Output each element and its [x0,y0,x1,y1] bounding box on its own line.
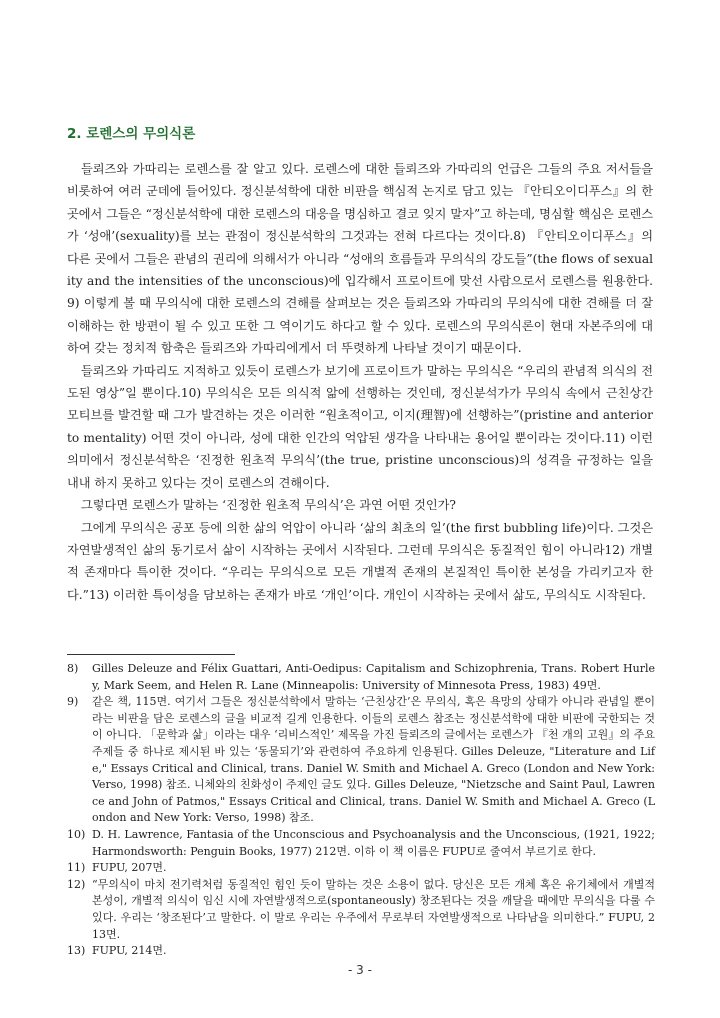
footnote-8 [67,661,655,694]
footnote-12 [67,877,655,943]
footnote-number: 9) [67,695,79,709]
footnote-9 [67,694,655,827]
footnote-number: 13) [67,944,86,958]
body-text [67,158,653,606]
paragraph-3: 그렇다면 로렌스가 말하는 ‘진정한 원초적 무의식’은 과연 어떤 것인가? [81,498,456,513]
footnote-number: 11) [67,861,86,875]
footnote-text: “무의식이 마치 전기력처럼 동질적인 힘인 듯이 말하는 것은 소용이 없다. 당신은 모든 개체 혹은 유기체에서 개별적 본성이, 개별적 의식이 임신 시에 자연발생적으로(spontaneously) 창조된다는 것을 깨달을 때에만 무의식을 다룰 수 있다. 우리는 ‘창조된다’고 말한다. 이 말로 우리는 우주에서 무로부터 자연발생적으로 나타남을 의미한다.” FUPU, 213면. [92,877,655,941]
footnote-number: 12) [67,877,86,891]
footnote-text: FUPU, 214면. [92,944,167,958]
footnote-number: 8) [67,662,79,675]
section-title: 2. 로렌스의 무의식론 [67,126,196,142]
paragraph-4: 그에게 무의식은 공포 등에 의한 삶의 억압이 아니라 ‘삶의 최초의 일’(the first bubbling life)이다. 그것은 자연발생적인 삶의 동기로서 삶이 시작하는 곳에서 시작된다. 그런데 무의식은 동질적인 힘이 아니라12) 개별적 존재마다 특이한 것이다. “우리는 무의식으로 모든 개별적 존재의 본질적인 특이한 본성을 가리키고자 한다.”13) 이러한 특이성을 담보하는 존재가 바로 ‘개인’이다. 개인이 시작하는 곳에서 삶도, 무의식도 시작된다. [67,520,653,602]
footnote-text: 같은 책, 115면. 여기서 그들은 정신분석학에서 말하는 ‘근친상간’은 무의식, 혹은 욕망의 상태가 아니라 관념일 뿐이라는 비판을 담은 로렌스의 글을 비교적 길게 인용한다. 이들의 로렌스 참조는 정신분석학에 대한 비판에 국한되는 것이 아니다. 「문학과 삶」이라는 대우 ‘리비스적인’ 제목을 가진 들뢰즈의 글에서는 로렌스가 『천 개의 고원』의 주요 주제들 중 하나로 제시된 바 있는 ‘동물되기’와 관련하여 주요하게 인용된다. Gilles Deleuze, "Literature and Life," Essays Critical and Clinical, trans. Daniel W. Smith and Michael A. Greco (London and New York: Verso, 1998) 참조. 니체와의 친화성이 주제인 글도 있다. Gilles Deleuze, "Nietzsche and Saint Paul, Lawrence and John of Patmos," Essays Critical and Clinical, trans. Daniel W. Smith and Michael A. Greco (London and New York: Verso, 1998) 참조. [92,695,655,825]
footnote-13 [67,943,655,960]
paragraph-2: 들뢰즈와 가따리도 지적하고 있듯이 로렌스가 보기에 프로이트가 말하는 무의식은 “우리의 관념적 의식의 전도된 영상”일 뿐이다.10) 무의식은 모든 의식적 앎에 선행하는 것인데, 정신분석가가 무의식 속에서 근친상간 모티브를 발견할 때 그가 발견하는 것은 이러한 “원초적이고, 이지(理智)에 선행하는”(pristine and anterior to mentality) 어떤 것이 아니라, 성에 대한 인간의 억압된 생각을 나타내는 용어일 뿐이라는 것이다.11) 이런 의미에서 정신분석학은 ‘진정한 원초적 무의식’(the true, pristine unconscious)의 성격을 규정하는 일을 내내 하지 못하고 있다는 것이 로렌스의 견해이다. [67,363,653,490]
footnote-text: FUPU, 207면. [92,861,167,875]
footnote-11 [67,860,655,877]
footnote-number: 10) [67,827,86,841]
footnote-divider [67,654,235,655]
footnotes [67,661,655,960]
footnote-text: D. H. Lawrence, Fantasia of the Unconscious and Psychoanalysis and the Unconscious, (1921, 1922; Harmondsworth: Penguin Books, 1977) 212면. 이하 이 책 이름은 FUPU로 줄여서 부르기로 한다. [92,827,655,858]
page-number: - 3 - [348,963,372,977]
paragraph-1: 들뢰즈와 가따리는 로렌스를 잘 알고 있다. 로렌스에 대한 들뢰즈와 가따리의 언급은 그들의 주요 저서들을 비롯하여 여러 군데에 들어있다. 정신분석학에 대한 비판을 핵심적 논지로 담고 있는 『안티오이디푸스』의 한 곳에서 그들은 “정신분석학에 대한 로렌스의 대응을 명심하고 결코 잊지 말자”고 하는데, 명심할 핵심은 로렌스가 ‘성애’(sexuality)를 보는 관점이 정신분석학의 그것과는 전혀 다르다는 것이다.8) 『안티오이디푸스』의 다른 곳에서 그들은 관념의 권리에 의해서가 아니라 “성애의 흐름들과 무의식의 강도들”(the flows of sexuality and the intensities of the unconscious)에 입각해서 프로이트에 맞선 사람으로서 로렌스를 원용한다.9) 이렇게 볼 때 무의식에 대한 로렌스의 견해를 살펴보는 것은 들뢰즈와 가따리의 무의식에 대한 견해를 더 잘 이해하는 한 방편이 될 수 있고 또한 그 역이기도 하다고 할 수 있다. 로렌스의 무의식론이 현대 자본주의에 대하여 갖는 정치적 함축은 들뢰즈와 가따리에게서 더 뚜렷하게 나타날 것이기 때문이다. [67,162,653,356]
footnote-10 [67,827,655,860]
footnote-text: Gilles Deleuze and Félix Guattari, Anti-Oedipus: Capitalism and Schizophrenia, Trans. Robert Hurley, Mark Seem, and Helen R. Lane (Minneapolis: University of Minnesota Press, 1983) 49면. [92,662,655,692]
